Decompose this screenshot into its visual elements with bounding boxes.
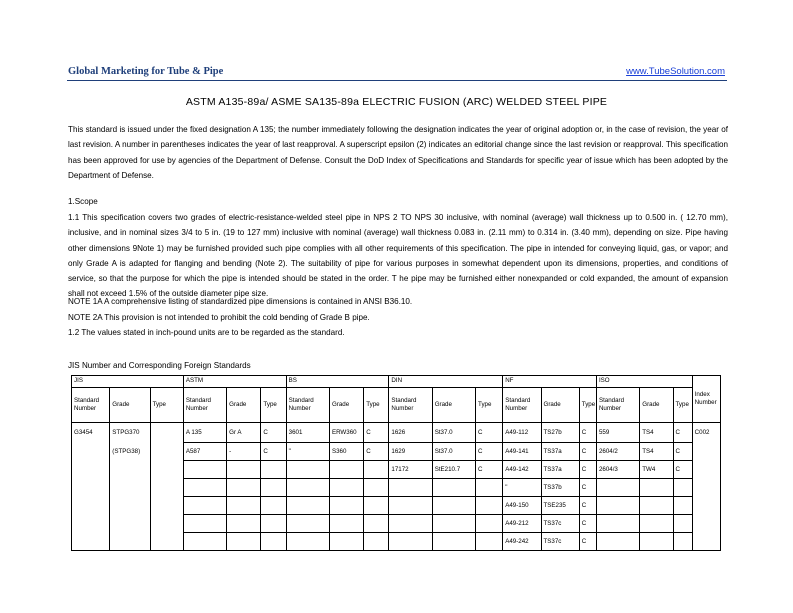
scope-values-note: 1.2 The values stated in inch-pound units are to be regarded as the standard. [68, 328, 345, 337]
table-cell: C [673, 443, 692, 461]
table-cell: S360 [329, 443, 363, 461]
table-cell: TS37b [541, 479, 579, 497]
table-cell [596, 497, 639, 515]
table-cell [692, 443, 720, 461]
table-cell: C [673, 423, 692, 443]
index-number-header: Index Number [692, 376, 720, 423]
grade-header: Grade [227, 388, 261, 423]
table-cell [364, 497, 389, 515]
table-cell: A49-212 [503, 515, 541, 533]
table-cell: A587 [183, 443, 226, 461]
table-cell [150, 533, 183, 551]
table-row [72, 423, 721, 443]
table-cell: C [579, 515, 596, 533]
table-cell: Gr A [227, 423, 261, 443]
table-cell [183, 533, 226, 551]
table-cell [183, 461, 226, 479]
table-cell: C [579, 443, 596, 461]
table-cell: TS37c [541, 515, 579, 533]
table-cell [72, 479, 110, 497]
table-cell [110, 515, 150, 533]
type-header: Type [364, 388, 389, 423]
table-cell [286, 533, 329, 551]
table-cell: 3601 [286, 423, 329, 443]
table-cell: A49-112 [503, 423, 541, 443]
type-header: Type [579, 388, 596, 423]
table-cell: - [227, 443, 261, 461]
table-cell: (STPG38) [110, 443, 150, 461]
standard-number-header: Standard Number [72, 388, 110, 423]
table-cell [692, 497, 720, 515]
table-cell: " [503, 479, 541, 497]
table-cell [150, 423, 183, 443]
table-cell: A49-242 [503, 533, 541, 551]
standard-number-header: Standard Number [596, 388, 639, 423]
scope-paragraph: 1.1 This specification covers two grades of electric-resistance-welded steel pipe in NPS 2 TO NPS 30 inclusive, with nominal (average) wall thickness up to 0.500 in. ( 12.70 mm), inclusive, and in nominal sizes 3/4 to 5 in. (19 to 127 mm) inclusive with nominal (average) wall thickness 0.083 in. (2.11 mm) to 0.314 in. (3.40 mm), depending on size. Pipe having other dimensions 9Note 1) may be furnished provided such pipe complies with all other requirements of this specification. The pipe in intended for conveying liquid, gas, or vapor; and only Grade A is adapted for flanging and bending (Note 2). The suitability of pipe for various purposes in somewhat dependent upon its dimensions, properties, and conditions of service, so that the purpose for which the pipe is intended should be stated in the order. T he pipe may be furnished either nonexpanded or cold expanded, the amount of expansion shall not exceed 1.5% of the outside diameter pipe size. [68, 213, 728, 299]
table-cell: 1629 [389, 443, 432, 461]
table-cell [389, 497, 432, 515]
table-cell [286, 479, 329, 497]
table-cell: C [261, 423, 286, 443]
table-cell [640, 533, 673, 551]
table-cell: C [476, 443, 503, 461]
table-cell: TS37a [541, 443, 579, 461]
table-cell [183, 497, 226, 515]
document-title: ASTM A135-89a/ ASME SA135-89a ELECTRIC FUSION (ARC) WELDED STEEL PIPE [185, 96, 608, 108]
table-cell [227, 515, 261, 533]
table-cell [640, 515, 673, 533]
table-cell: TS27b [541, 423, 579, 443]
table-cell [329, 497, 363, 515]
table-cell: C [673, 461, 692, 479]
website-link[interactable]: www.TubeSolution.com [626, 66, 725, 77]
table-cell [329, 461, 363, 479]
table-cell [596, 533, 639, 551]
table-cell: TS4 [640, 423, 673, 443]
table-cell: TS37a [541, 461, 579, 479]
table-cell: ERW360 [329, 423, 363, 443]
group-jis: JIS [72, 376, 184, 388]
table-cell [286, 461, 329, 479]
table-cell: " [286, 443, 329, 461]
table-cell [183, 479, 226, 497]
table-cell [286, 515, 329, 533]
table-cell: TW4 [640, 461, 673, 479]
table-cell [150, 461, 183, 479]
table-cell [673, 515, 692, 533]
table-cell [364, 479, 389, 497]
table-cell [150, 479, 183, 497]
group-din: DIN [389, 376, 503, 388]
table-cell [596, 515, 639, 533]
standard-number-header: Standard Number [183, 388, 226, 423]
table-cell: C [579, 497, 596, 515]
table-cell [110, 479, 150, 497]
table-cell [72, 533, 110, 551]
table-cell: C [579, 479, 596, 497]
table-cell [329, 479, 363, 497]
table-cell [432, 533, 475, 551]
table-cell [432, 497, 475, 515]
table-cell [150, 515, 183, 533]
table-cell: C [364, 443, 389, 461]
group-nf: NF [503, 376, 597, 388]
table-cell [183, 515, 226, 533]
table-cell: TS4 [640, 443, 673, 461]
table-cell: C [579, 533, 596, 551]
table-row [72, 533, 721, 551]
table-cell: TS37c [541, 533, 579, 551]
type-header: Type [261, 388, 286, 423]
table-cell [692, 533, 720, 551]
table-cell [72, 497, 110, 515]
table-cell: 2604/3 [596, 461, 639, 479]
table-cell [261, 497, 286, 515]
standard-number-header: Standard Number [503, 388, 541, 423]
standards-table [71, 375, 721, 551]
table-cell [476, 515, 503, 533]
table-cell: C [579, 461, 596, 479]
table-cell: C002 [692, 423, 720, 443]
table-row [72, 515, 721, 533]
table-row [72, 443, 721, 461]
table-cell [673, 497, 692, 515]
table-cell [389, 533, 432, 551]
table-cell [389, 479, 432, 497]
type-header: Type [150, 388, 183, 423]
table-cell: A 135 [183, 423, 226, 443]
table-cell: C [476, 461, 503, 479]
table-cell [432, 479, 475, 497]
table-cell [227, 533, 261, 551]
table-cell: 2604/2 [596, 443, 639, 461]
table-row [72, 479, 721, 497]
table-cell: St37.0 [432, 423, 475, 443]
group-iso: ISO [596, 376, 692, 388]
table-cell: A49-142 [503, 461, 541, 479]
table-cell: STPG370 [110, 423, 150, 443]
table-cell [150, 443, 183, 461]
group-bs: BS [286, 376, 389, 388]
table-cell [110, 461, 150, 479]
grade-header: Grade [541, 388, 579, 423]
table-cell [364, 533, 389, 551]
standard-number-header: Standard Number [286, 388, 329, 423]
grade-header: Grade [329, 388, 363, 423]
table-row [72, 461, 721, 479]
table-cell: G3454 [72, 423, 110, 443]
header-divider [67, 80, 727, 81]
table-caption: JIS Number and Corresponding Foreign Standards [68, 361, 251, 370]
table-cell [389, 515, 432, 533]
table-row [72, 497, 721, 515]
intro-paragraph: This standard is issued under the fixed designation A 135; the number immediately following the designation indicates the year of original adoption or, in the case of revision, the year of last revision. A number in parentheses indicates the year of last reapproval. A superscript epsilon (2) indicates an editorial change since the last revision or reapproval. This specification has been approved for use by agencies of the Department of Defense. Consult the DoD Index of Specifications and Standards for specific year of issue which has been adopted by the Department of Defense. [68, 125, 728, 180]
type-header: Type [673, 388, 692, 423]
table-cell [692, 515, 720, 533]
table-cell [432, 515, 475, 533]
table-cell [364, 515, 389, 533]
table-cell [329, 533, 363, 551]
table-cell [261, 533, 286, 551]
table-cell [72, 461, 110, 479]
table-cell: C [476, 423, 503, 443]
grade-header: Grade [110, 388, 150, 423]
table-cell: 17172 [389, 461, 432, 479]
company-name: Global Marketing for Tube & Pipe [68, 66, 224, 77]
table-cell [476, 533, 503, 551]
table-cell [261, 479, 286, 497]
table-cell [227, 497, 261, 515]
table-cell [261, 461, 286, 479]
table-cell [640, 497, 673, 515]
table-cell: C [261, 443, 286, 461]
table-cell [329, 515, 363, 533]
table-cell [110, 533, 150, 551]
table-cell: C [364, 423, 389, 443]
table-cell [476, 479, 503, 497]
table-cell [227, 479, 261, 497]
grade-header: Grade [640, 388, 673, 423]
scope-heading: 1.Scope [68, 197, 98, 206]
table-cell: A49-150 [503, 497, 541, 515]
table-cell [673, 533, 692, 551]
table-cell [227, 461, 261, 479]
table-cell [640, 479, 673, 497]
table-cell: StE210.7 [432, 461, 475, 479]
table-cell [692, 461, 720, 479]
table-cell [72, 515, 110, 533]
table-cell [692, 479, 720, 497]
table-cell [110, 497, 150, 515]
group-astm: ASTM [183, 376, 286, 388]
table-cell [596, 479, 639, 497]
table-cell [261, 515, 286, 533]
note-1: NOTE 1A A comprehensive listing of standardized pipe dimensions is contained in ANSI B36.10. [68, 297, 413, 306]
table-cell [364, 461, 389, 479]
table-cell [476, 497, 503, 515]
type-header: Type [476, 388, 503, 423]
table-cell [72, 443, 110, 461]
table-cell: TSE235 [541, 497, 579, 515]
note-2: NOTE 2A This provision is not intended to prohibit the cold bending of Grade B pipe. [68, 313, 370, 322]
table-cell: 559 [596, 423, 639, 443]
table-cell [673, 479, 692, 497]
table-cell: 1626 [389, 423, 432, 443]
standard-number-header: Standard Number [389, 388, 432, 423]
grade-header: Grade [432, 388, 475, 423]
table-cell: C [579, 423, 596, 443]
table-cell [286, 497, 329, 515]
table-cell: A49-141 [503, 443, 541, 461]
table-cell: St37.0 [432, 443, 475, 461]
table-cell [150, 497, 183, 515]
